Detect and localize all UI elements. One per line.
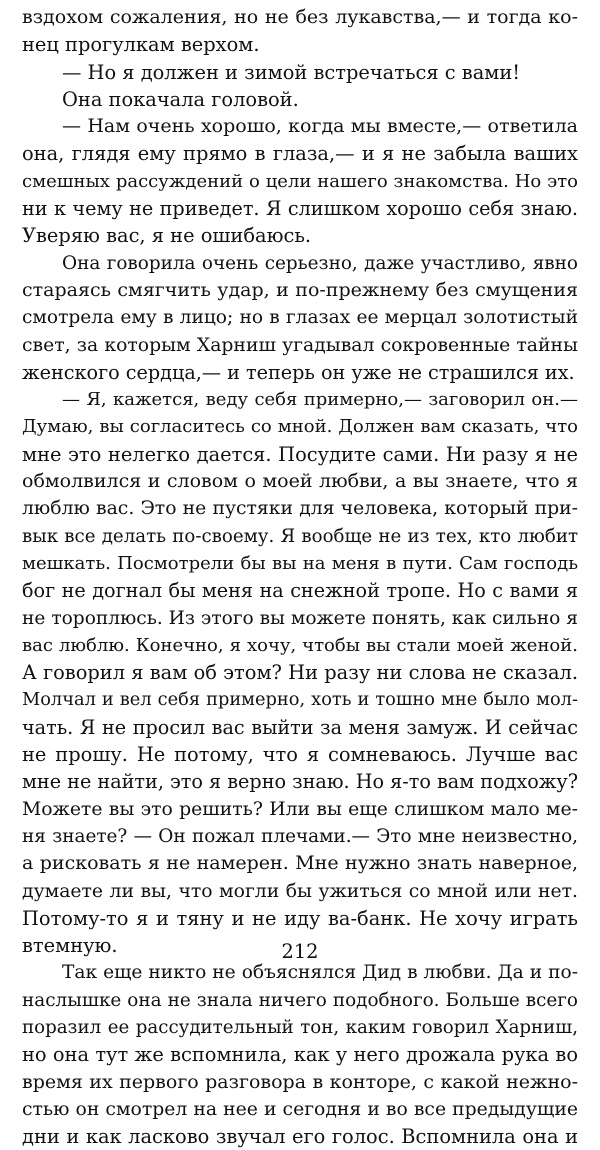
- text-line: — Я, кажется, веду себя примерно,— заговорил он.—: [62, 389, 578, 411]
- text-line: стараясь смягчить удар, и по-прежнему без смущения: [22, 278, 578, 301]
- page-number: 212: [281, 940, 319, 963]
- text-line: Так еще никто не объяснялся Дид в любви. Да и по-: [62, 962, 578, 984]
- text-line: стью он смотрел на нее и сегодня и во все предыдущие: [22, 1098, 578, 1120]
- text-line: Она говорила очень серьезно, даже участливо, явно: [62, 252, 578, 274]
- text-line: обмолвился и словом о моей любви, а вы знаете, что я: [22, 470, 578, 493]
- text-line: ня знаете? — Он пожал плечами.— Это мне неизвестно,: [22, 825, 578, 847]
- text-line: дни и как ласково звучал его голос. Вспомнила она и: [22, 1125, 578, 1149]
- text-line: Молчал и вел себя примерно, хоть и тошно мне было мол-: [22, 689, 578, 711]
- text-line: чать. Я не просил вас выйти за меня замуж. И сейчас: [22, 715, 578, 739]
- text-line: втемную.: [22, 934, 118, 958]
- text-line: свет, за которым Харниш угадывал сокровенные тайны: [22, 334, 578, 356]
- text-line: смотрела ему в лицо; но в глазах ее мерцал золотистый: [22, 307, 578, 329]
- text-line: А говорил я вам об этом? Ни разу ни слова не сказал.: [22, 661, 578, 685]
- text-line: думаете ли вы, что могли бы ужиться со мной или нет.: [22, 880, 578, 902]
- text-line: бог не догнал бы меня на снежной тропе. Но с вами я: [22, 579, 578, 603]
- text-line: мне не найти, это я верно знаю. Но я-то вам подхожу?: [22, 770, 578, 794]
- text-line: мне это нелегко дается. Посудите сами. Ни разу я не: [22, 442, 578, 466]
- text-line: — Но я должен и зимой встречаться с вами!: [62, 60, 521, 84]
- text-line: нец прогулкам верхом.: [22, 33, 260, 57]
- text-line: мешкать. Посмотрели бы вы на меня в пути. Сам господь: [22, 552, 578, 574]
- text-line: а рисковать я не намерен. Мне нужно знать наверное,: [22, 852, 578, 875]
- text-line: — Нам очень хорошо, когда мы вместе,— ответила: [62, 115, 578, 138]
- text-line: не прошу. Не потому, что я сомневаюсь. Лучше вас: [22, 743, 578, 767]
- text-line: Потому-то я и тяну и не иду ва-банк. Не хочу играть: [22, 906, 578, 930]
- text-line: вык все делать по-своему. Я вообще не из тех, кто любит: [22, 525, 578, 547]
- text-line: смешных рассуждений о цели нашего знакомства. Но это: [22, 170, 578, 192]
- text-line: время их первого разговора в конторе, с какой нежно-: [22, 1070, 578, 1093]
- text-line: вас люблю. Конечно, я хочу, чтобы вы стали моей женой.: [22, 634, 578, 656]
- text-line: поразил ее рассудительный тон, каким говорил Харниш,: [22, 1016, 578, 1038]
- text-line: но она тут же вспомнила, как у него дрожала рука во: [22, 1043, 578, 1067]
- text-line: женского сердца,— и теперь он уже не страшился их.: [22, 360, 575, 384]
- text-line: она, глядя ему прямо в глаза,— и я не забыла ваших: [22, 142, 578, 166]
- text-line: Уверяю вас, я не ошибаюсь.: [22, 224, 312, 248]
- text-line: Думаю, вы согласитесь со мной. Должен вам сказать, что: [22, 416, 578, 438]
- text-line: люблю вас. Это не пустяки для человека, который при-: [22, 498, 578, 520]
- text-line: ни к чему не приведет. Я слишком хорошо себя знаю.: [22, 197, 578, 221]
- body-text: [22, 4, 578, 1150]
- text-line: вздохом сожаления, но не без лукавства,— и тогда ко-: [22, 6, 578, 28]
- text-line: наслышке она не знала ничего подобного. Больше всего: [22, 989, 578, 1011]
- text-line: Можете вы это решить? Или вы еще слишком мало ме-: [22, 798, 578, 820]
- text-line: Она покачала головой.: [62, 87, 299, 111]
- text-line: не тороплюсь. Из этого вы можете понять, как сильно я: [22, 607, 578, 629]
